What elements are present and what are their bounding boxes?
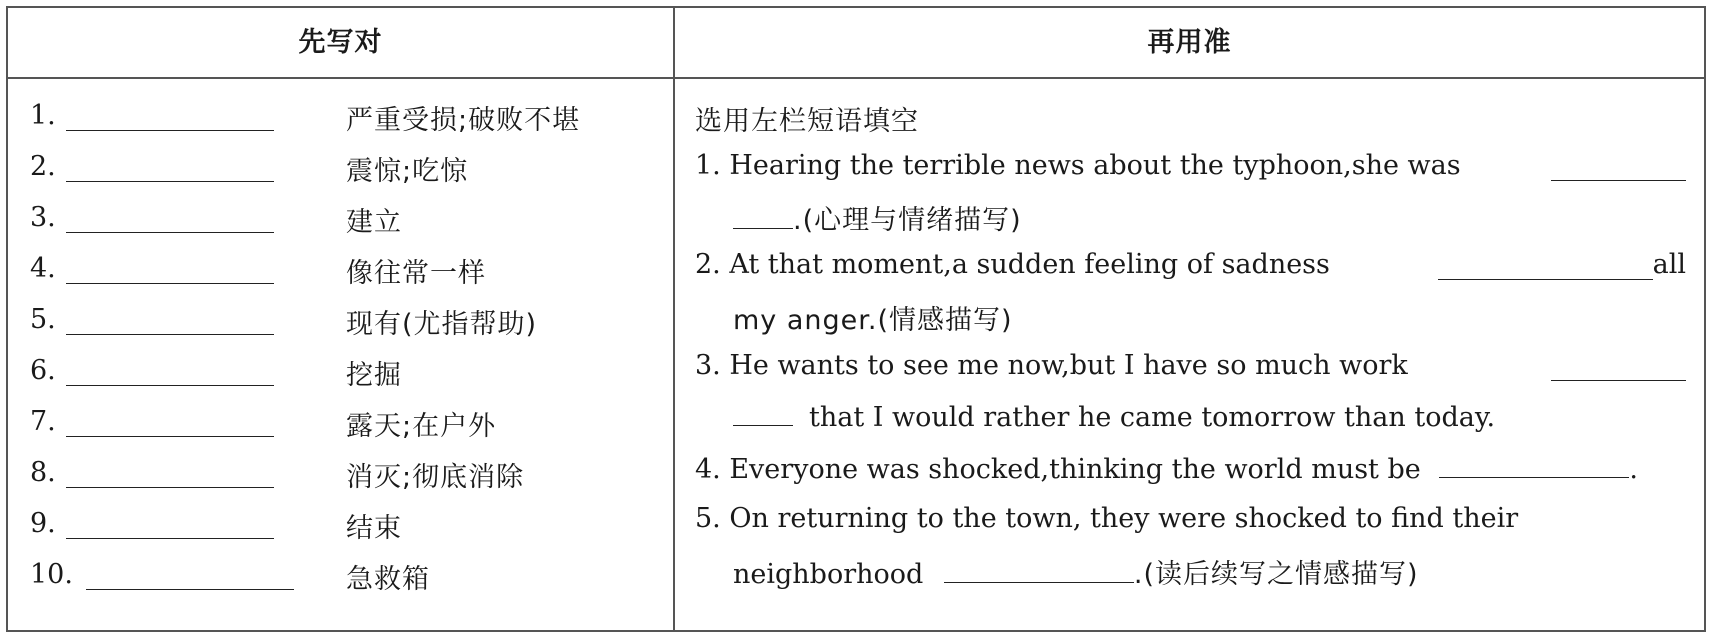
list-item xyxy=(8,398,673,450)
list-item xyxy=(8,194,673,246)
question-3-line-1: 3. He wants to see me now,but I have so much work xyxy=(695,350,1408,381)
question-1-blank-part-2[interactable] xyxy=(733,204,793,229)
item-meaning: 严重受损;破败不堪 xyxy=(346,105,581,136)
question-5-text: neighborhood xyxy=(733,559,924,590)
column-divider xyxy=(673,8,675,630)
item-number: 3. xyxy=(30,202,56,233)
list-item xyxy=(8,143,673,195)
question-2-line-2: my anger.(情感描写) xyxy=(733,305,1013,336)
item-meaning: 震惊;吃惊 xyxy=(346,156,469,187)
question-3-blank-part-2[interactable] xyxy=(733,401,793,426)
item-number: 1. xyxy=(30,100,56,131)
answer-blank[interactable] xyxy=(66,436,274,437)
exercise-instruction: 选用左栏短语填空 xyxy=(695,106,919,137)
answer-blank[interactable] xyxy=(66,181,274,182)
list-item xyxy=(8,245,673,297)
item-meaning: 消灭;彻底消除 xyxy=(346,462,525,493)
item-meaning: 露天;在户外 xyxy=(346,411,497,442)
question-4-text: 4. Everyone was shocked,thinking the world must be xyxy=(695,454,1421,485)
question-4-end: . xyxy=(1629,454,1638,485)
question-5-blank[interactable] xyxy=(944,558,1134,583)
answer-blank[interactable] xyxy=(66,130,274,131)
list-item xyxy=(8,296,673,348)
question-3-blank-part-1[interactable] xyxy=(1551,350,1686,381)
item-number: 6. xyxy=(30,355,56,386)
question-1-blank-part-1[interactable] xyxy=(1551,150,1686,181)
item-number: 5. xyxy=(30,304,56,335)
question-1-line-2 xyxy=(733,198,1022,237)
answer-blank[interactable] xyxy=(66,283,274,284)
question-2-line-1: 2. At that moment,a sudden feeling of sadness xyxy=(695,249,1330,280)
item-meaning: 像往常一样 xyxy=(346,258,486,289)
item-number: 7. xyxy=(30,406,56,437)
question-3-tail: that I would rather he came tomorrow than today. xyxy=(809,402,1496,433)
left-column-title: 先写对 xyxy=(298,27,383,58)
question-5-tail: .(读后续写之情感描写) xyxy=(1133,559,1419,590)
item-meaning: 建立 xyxy=(346,207,402,238)
list-item xyxy=(8,449,673,501)
question-2-line-1-end: all xyxy=(1652,249,1686,280)
question-3-line-2 xyxy=(733,401,1495,433)
item-meaning: 挖掘 xyxy=(346,360,402,391)
answer-blank[interactable] xyxy=(66,487,274,488)
answer-blank[interactable] xyxy=(66,334,274,335)
answer-blank[interactable] xyxy=(66,385,274,386)
question-2-blank[interactable] xyxy=(1438,249,1653,280)
item-number: 9. xyxy=(30,508,56,539)
list-item xyxy=(8,500,673,552)
right-column-title: 再用准 xyxy=(1147,27,1232,58)
question-5-line-1: 5. On returning to the town, they were shocked to find their xyxy=(695,503,1519,534)
table-header-row xyxy=(8,8,1704,79)
item-number: 2. xyxy=(30,151,56,182)
item-meaning: 结束 xyxy=(346,513,402,544)
question-4-blank[interactable] xyxy=(1439,453,1629,478)
answer-blank[interactable] xyxy=(66,538,274,539)
list-item xyxy=(8,92,673,144)
question-5-line-2 xyxy=(733,552,1419,591)
question-1-line-1: 1. Hearing the terrible news about the typhoon,she was xyxy=(695,150,1461,181)
item-number: 8. xyxy=(30,457,56,488)
answer-blank[interactable] xyxy=(86,589,294,590)
question-4-line xyxy=(695,453,1638,485)
item-meaning: 现有(尤指帮助) xyxy=(346,309,538,340)
list-item xyxy=(8,551,673,603)
answer-blank[interactable] xyxy=(66,232,274,233)
list-item xyxy=(8,347,673,399)
question-1-tail: .(心理与情绪描写) xyxy=(793,205,1022,236)
item-number: 4. xyxy=(30,253,56,284)
item-number: 10. xyxy=(30,559,73,590)
item-meaning: 急救箱 xyxy=(346,564,430,595)
exercise-table xyxy=(6,6,1706,632)
